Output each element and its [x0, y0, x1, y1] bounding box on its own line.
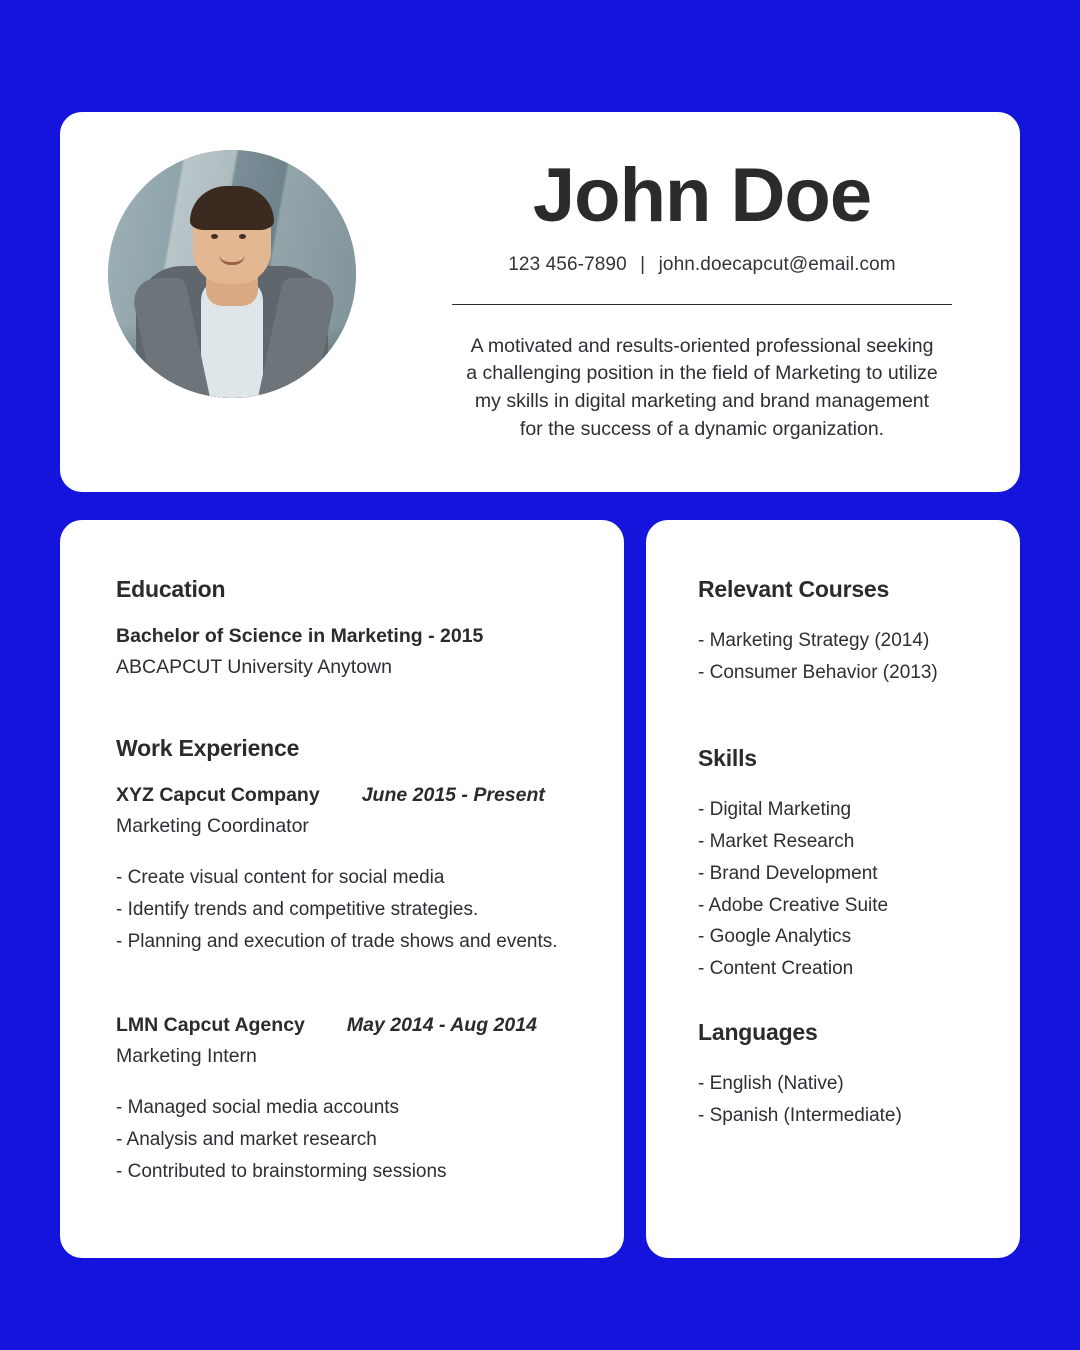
list-item: - Analysis and market research: [116, 1128, 377, 1150]
list-item: - Contributed to brainstorming sessions: [116, 1160, 447, 1182]
list-item: - Brand Development: [698, 862, 878, 884]
section-heading-languages: Languages: [698, 1019, 818, 1046]
left-column-content: [60, 520, 624, 1187]
job-dates: June 2015 - Present: [361, 784, 545, 806]
skills-list: [698, 794, 992, 985]
section-heading-relevant-courses: Relevant Courses: [698, 576, 890, 602]
contact-separator: |: [640, 253, 646, 275]
summary-text: [432, 333, 972, 444]
summary-line: A motivated and results-oriented professional seeking: [470, 334, 934, 357]
header-text-block: [432, 153, 972, 444]
job-bullets: [116, 1092, 580, 1188]
portrait-eye-left: [211, 234, 218, 239]
languages-list: [698, 1068, 992, 1132]
divider: [452, 304, 952, 305]
avatar: [108, 150, 356, 398]
list-item: - Google Analytics: [698, 926, 852, 948]
contact-line: [432, 254, 972, 276]
page-title: John Doe: [532, 153, 872, 238]
list-item: - Spanish (Intermediate): [698, 1105, 902, 1127]
spacer: [698, 985, 992, 1019]
right-column-card: [646, 520, 1020, 1258]
job-company: XYZ Capcut Company: [116, 784, 320, 806]
list-item: - Consumer Behavior (2013): [698, 661, 938, 683]
list-item: - Adobe Creative Suite: [698, 894, 889, 916]
spacer: [116, 958, 580, 992]
education-degree: Bachelor of Science in Marketing - 2015: [116, 625, 484, 647]
summary-line: a challenging position in the field of Marketing to utilize: [466, 362, 938, 385]
list-item: - Digital Marketing: [698, 798, 852, 820]
phone-text: 123 456-7890: [508, 253, 627, 275]
spacer: [116, 679, 580, 735]
summary-line: for the success of a dynamic organization.: [519, 417, 885, 440]
job-bullets: [116, 862, 580, 958]
list-item: - Identify trends and competitive strategies.: [116, 898, 479, 920]
email-text: john.doecapcut@email.com: [658, 253, 896, 275]
list-item: - Planning and execution of trade shows and events.: [116, 930, 558, 952]
list-item: - Content Creation: [698, 958, 854, 980]
list-item: - Market Research: [698, 830, 855, 852]
list-item: - Managed social media accounts: [116, 1096, 400, 1118]
right-column-content: [646, 520, 1020, 1132]
section-heading-education: Education: [116, 576, 226, 602]
summary-line: my skills in digital marketing and brand management: [474, 390, 930, 413]
job-dates: May 2014 - Aug 2014: [346, 1013, 537, 1036]
job-role: Marketing Intern: [116, 1044, 257, 1067]
job-header: [116, 784, 580, 807]
left-column-card: [60, 520, 624, 1258]
portrait-eye-right: [239, 234, 246, 239]
spacer: [698, 689, 992, 745]
list-item: - Create visual content for social media: [116, 867, 445, 888]
job-role: Marketing Coordinator: [116, 815, 309, 837]
job-company: LMN Capcut Agency: [116, 1013, 305, 1036]
list-item: - Marketing Strategy (2014): [698, 630, 930, 651]
section-heading-skills: Skills: [698, 744, 757, 771]
job-header: [116, 1014, 580, 1037]
list-item: - English (Native): [698, 1073, 844, 1095]
courses-list: [698, 625, 992, 689]
education-school: ABCAPCUT University Anytown: [116, 656, 392, 678]
section-heading-work-experience: Work Experience: [116, 735, 300, 761]
header-card: [60, 112, 1020, 492]
